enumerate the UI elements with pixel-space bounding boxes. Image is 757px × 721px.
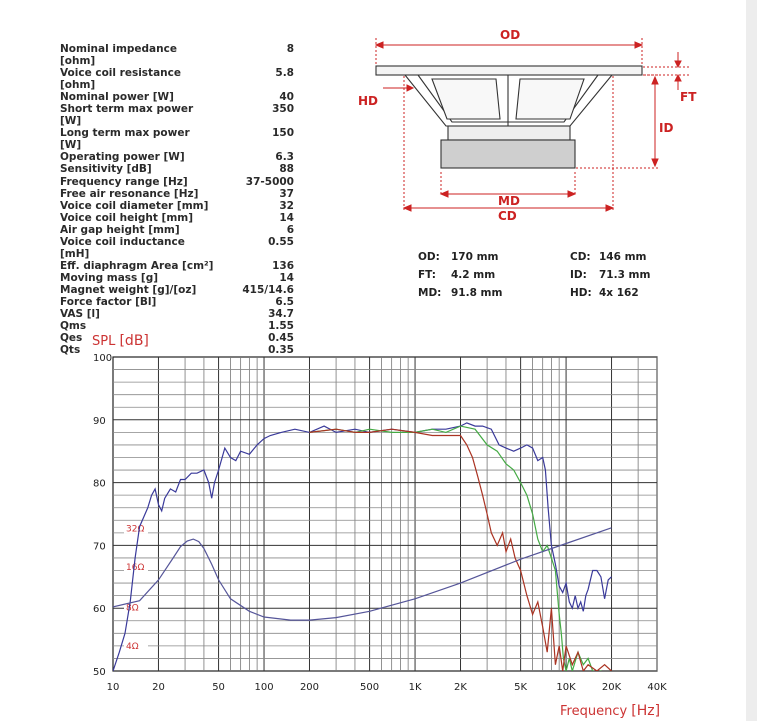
spec-label: Voice coil height [mm]: [60, 211, 193, 224]
spec-value: 136: [272, 259, 294, 272]
cd-label: CD: [498, 209, 517, 223]
impedance-label: 8Ω: [126, 603, 139, 614]
spec-row: [60, 127, 294, 151]
dimension-row: [418, 284, 650, 302]
y-axis-title-unit: [dB]: [119, 333, 149, 349]
spec-row: [60, 272, 294, 284]
od-label: OD: [500, 28, 521, 42]
x-tick-label: 200: [299, 682, 320, 693]
y-tick-label: 80: [93, 478, 106, 490]
x-axis-title-text: Frequency: [560, 704, 632, 719]
spec-label: Eff. diaphragm Area [cm²]: [60, 259, 214, 272]
vertical-scrollbar[interactable]: [746, 0, 757, 721]
spec-row: [60, 260, 294, 272]
spec-row: [60, 236, 294, 260]
frequency-response-chart: [0, 320, 745, 721]
dimension-row: [418, 248, 650, 266]
x-tick-label: 10: [106, 682, 120, 693]
chart-grid: [113, 357, 657, 671]
spec-label: Nominal power [W]: [60, 91, 174, 104]
dimension-row: [418, 266, 650, 284]
x-tick-label: 500: [360, 682, 380, 693]
dim-value: 4x 162: [599, 287, 639, 299]
spec-value: 0.55: [268, 235, 294, 248]
y-tick-label: 90: [93, 415, 106, 427]
y-tick-label: 70: [93, 541, 106, 553]
dim-value: 4.2 mm: [451, 269, 496, 281]
x-tick-label: 50: [212, 682, 225, 693]
spec-row: [60, 212, 294, 224]
plot-area: [113, 357, 657, 671]
spec-row: [60, 176, 294, 188]
spec-row: [60, 284, 294, 296]
y-tick-label: 50: [93, 667, 106, 678]
spec-row: [60, 224, 294, 236]
spec-value: 32: [279, 199, 294, 212]
spec-value: 5.8: [275, 67, 294, 80]
x-tick-label: 20K: [601, 682, 622, 693]
dim-key: MD:: [418, 287, 442, 299]
x-tick-label: 1K: [408, 682, 422, 693]
x-tick-label: 5K: [514, 682, 528, 693]
spec-label: Voice coil resistance [ohm]: [60, 67, 181, 92]
x-axis-title-unit: [Hz]: [631, 703, 661, 719]
dim-value: 170 mm: [451, 251, 499, 263]
spec-label: Short term max power [W]: [60, 103, 194, 128]
y-axis-title-text: SPL: [92, 334, 120, 349]
spec-label: Force factor [Bl]: [60, 295, 157, 308]
impedance-label: 16Ω: [126, 562, 145, 573]
dim-value: 146 mm: [599, 251, 647, 263]
y-tick-label: 60: [93, 604, 106, 616]
spec-label: VAS [l]: [60, 308, 100, 321]
spec-label: Qes: [60, 332, 83, 345]
spec-label: Frequency range [Hz]: [60, 175, 188, 188]
dim-key: CD:: [570, 251, 591, 263]
spec-value: 150: [272, 127, 294, 140]
y-axis-title: [92, 333, 149, 349]
spec-label: Magnet weight [g]/[oz]: [60, 283, 197, 296]
spec-value: 0.35: [268, 344, 294, 357]
dimension-table: [418, 248, 650, 302]
dim-value: 91.8 mm: [451, 287, 503, 299]
spec-value: 14: [279, 271, 294, 284]
spec-value: 37-5000: [245, 175, 294, 188]
spec-label: Sensitivity [dB]: [60, 163, 152, 176]
spec-value: 350: [272, 103, 294, 116]
x-tick-label: 40K: [647, 682, 667, 693]
spec-label: Moving mass [g]: [60, 271, 159, 284]
x-axis-title: [560, 703, 660, 719]
spec-value: 0.45: [268, 332, 294, 345]
dim-key: ID:: [570, 269, 587, 281]
dim-key: HD:: [570, 287, 592, 299]
hd-label: HD: [358, 94, 379, 108]
dim-key: OD:: [418, 251, 440, 263]
spec-row: [60, 163, 294, 175]
spec-label: Operating power [W]: [60, 151, 185, 164]
spec-value: 415/14.6: [242, 283, 294, 296]
spec-value: 6.5: [275, 295, 294, 308]
spec-row: [60, 200, 294, 212]
spec-row: [60, 151, 294, 163]
ft-label: FT: [680, 90, 697, 104]
x-tick-label: 2K: [454, 682, 467, 693]
spec-label: Nominal impedance [ohm]: [60, 43, 177, 68]
spec-value: 40: [279, 91, 294, 104]
spec-value: 14: [279, 211, 294, 224]
spec-value: 8: [286, 43, 294, 55]
y-tick-label: 100: [93, 353, 113, 364]
x-tick-label: 100: [254, 682, 274, 693]
spec-value: 6: [286, 223, 294, 236]
spec-label: Long term max power [W]: [60, 127, 190, 152]
spec-value: 34.7: [268, 308, 294, 321]
dim-key: FT:: [418, 269, 436, 281]
spec-row: [60, 67, 294, 91]
spec-value: 88: [279, 163, 294, 176]
spec-row: [60, 296, 294, 308]
spec-table: [60, 43, 294, 356]
md-label: MD: [498, 194, 520, 208]
spec-row: [60, 91, 294, 103]
impedance-label: 4Ω: [126, 641, 139, 652]
spec-label: Qts: [60, 344, 81, 357]
spec-label: Qms: [60, 320, 87, 333]
spec-row: [60, 103, 294, 127]
spec-label: Air gap height [mm]: [60, 223, 180, 236]
x-tick-label: 10K: [556, 682, 576, 693]
spec-value: 1.55: [268, 320, 294, 333]
dim-value: 71.3 mm: [599, 269, 651, 281]
spec-row: [60, 188, 294, 200]
spec-label: Voice coil inductance [mH]: [60, 235, 185, 260]
spec-value: 6.3: [275, 151, 294, 164]
speaker-dimension-drawing: [350, 25, 710, 230]
spec-row: [60, 43, 294, 67]
id-label: ID: [659, 121, 674, 135]
impedance-label: 32Ω: [126, 524, 145, 535]
spec-value: 37: [279, 187, 294, 200]
spec-label: Voice coil diameter [mm]: [60, 199, 209, 212]
spec-row: [60, 308, 294, 320]
spec-label: Free air resonance [Hz]: [60, 187, 199, 200]
x-tick-label: 20: [152, 682, 165, 693]
